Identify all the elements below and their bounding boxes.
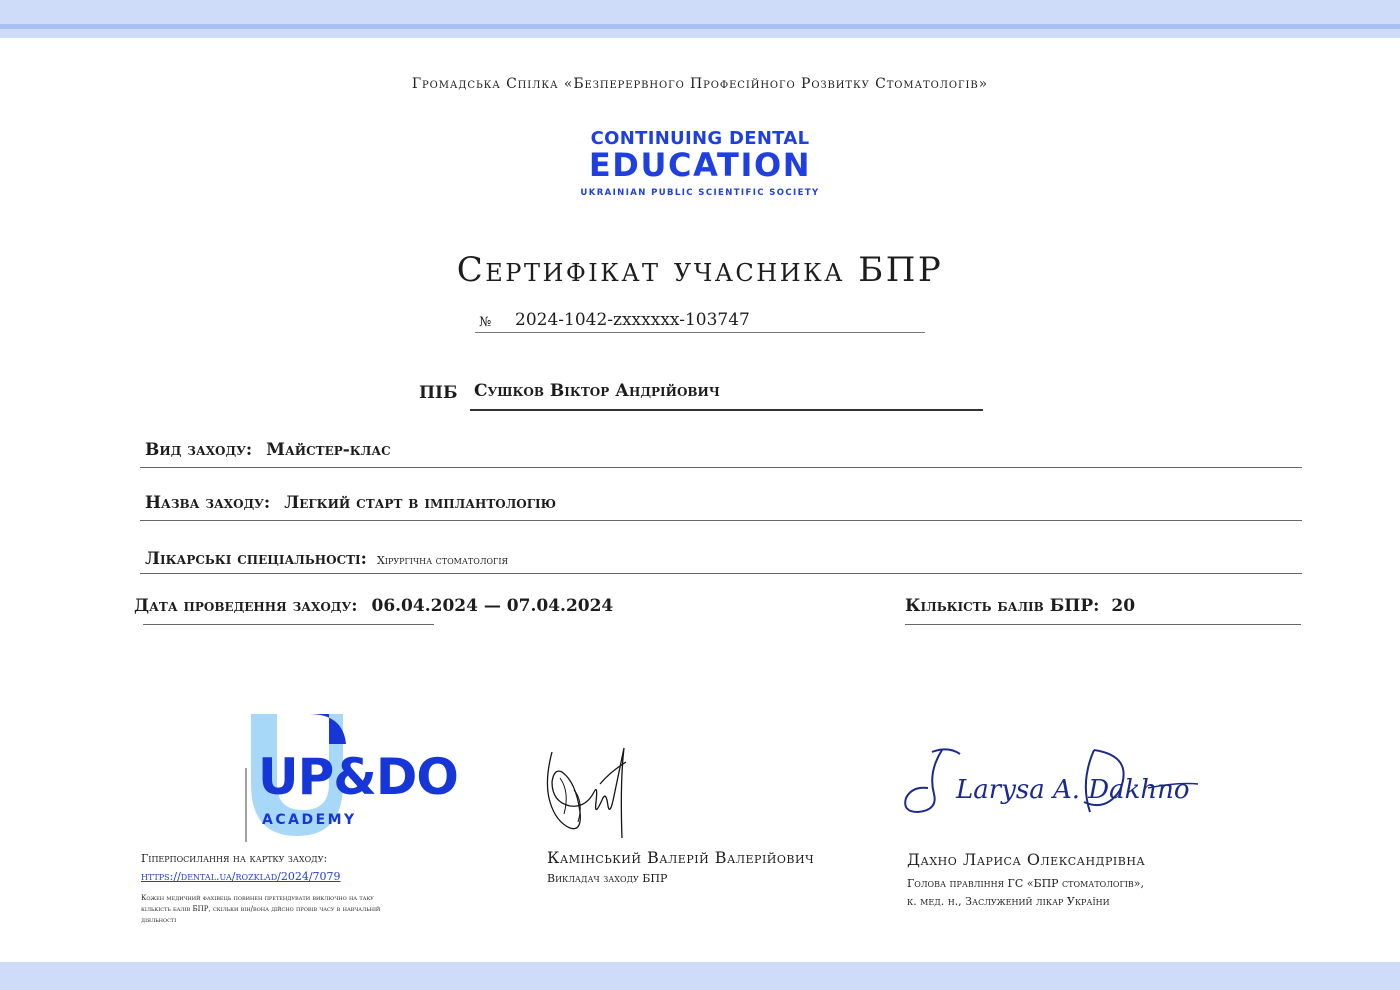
hyperlink-label: Гіперпосилання на картку заходу: [141, 852, 328, 865]
event-name-row [145, 493, 556, 513]
signatory1-role: Викладач заходу БПР [547, 872, 668, 885]
updo-name: UP&DO [258, 748, 458, 806]
top-band-stripe [0, 24, 1400, 29]
cde-logo [560, 128, 840, 198]
points-label: Кількість балів БПР: [905, 596, 1100, 616]
specialties-underline [140, 573, 1302, 574]
pib-underline [470, 409, 983, 411]
points-underline [905, 624, 1301, 625]
certificate-number: 2024-1042-zxxxxxx-103747 [515, 310, 750, 330]
signatory1-name: Камінський Валерій Валерійович [547, 848, 815, 867]
event-type-row [145, 440, 391, 460]
event-type-value: Майстер-клас [266, 440, 391, 460]
specialties-row [145, 549, 508, 569]
specialties-label: Лікарські спеціальності: [145, 549, 367, 569]
participant-name: Сушков Віктор Андрійович [474, 381, 720, 401]
event-type-underline [140, 467, 1302, 468]
event-date-value: 06.04.2024 — 07.04.2024 [371, 596, 614, 616]
event-name-label: Назва заходу: [145, 493, 271, 513]
signature-dakhno [898, 742, 1208, 822]
bottom-band [0, 962, 1400, 990]
hyperlink-url[interactable]: https://dental.ua/rozklad/2024/7079 [141, 870, 341, 883]
signatory2-name: Дахно Лариса Олександрівна [907, 850, 1146, 869]
signature-dakhno-text: Larysa A. Dakhno [956, 775, 1190, 805]
event-type-label: Вид заходу: [145, 440, 253, 460]
organization-name: Громадська Спілка «Безперервного Професійного Розвитку Стоматологів» [411, 76, 989, 92]
event-date-row [134, 596, 613, 616]
event-date-underline [143, 624, 434, 625]
pib-label: ПІБ [419, 383, 458, 403]
event-name-underline [140, 520, 1302, 521]
updo-sub: ACADEMY [262, 812, 357, 828]
logo-line2: EDUCATION [588, 146, 812, 184]
points-row [905, 596, 1135, 616]
signatory2-role [907, 875, 1144, 911]
logo-line1: CONTINUING DENTAL [590, 128, 810, 149]
top-band [0, 0, 1400, 38]
signatory2-role-line2: к. мед. н., Заслужений лікар України [907, 895, 1110, 908]
number-symbol: № [479, 315, 492, 330]
signature-kaminskyi [540, 742, 640, 847]
event-date-label: Дата проведення заходу: [134, 596, 358, 616]
number-underline [475, 332, 925, 333]
points-value: 20 [1111, 596, 1136, 616]
certificate-title: Сертифікат учасника БПР [456, 250, 944, 290]
points-note: Кожен медичний фахівець повинен претендувати виключно на таку кількість балів БПР, скільки він/вона дійсно провів часу в навчальній діяльності [141, 894, 381, 924]
signatory2-role-line1: Голова правління ГС «БПР стоматологів», [907, 877, 1145, 890]
logo-line3: UKRAINIAN PUBLIC SCIENTIFIC SOCIETY [580, 188, 820, 198]
specialties-value: Хірургічна стоматологія [376, 554, 508, 567]
event-name-value: Легкий старт в імплантологію [284, 493, 557, 513]
